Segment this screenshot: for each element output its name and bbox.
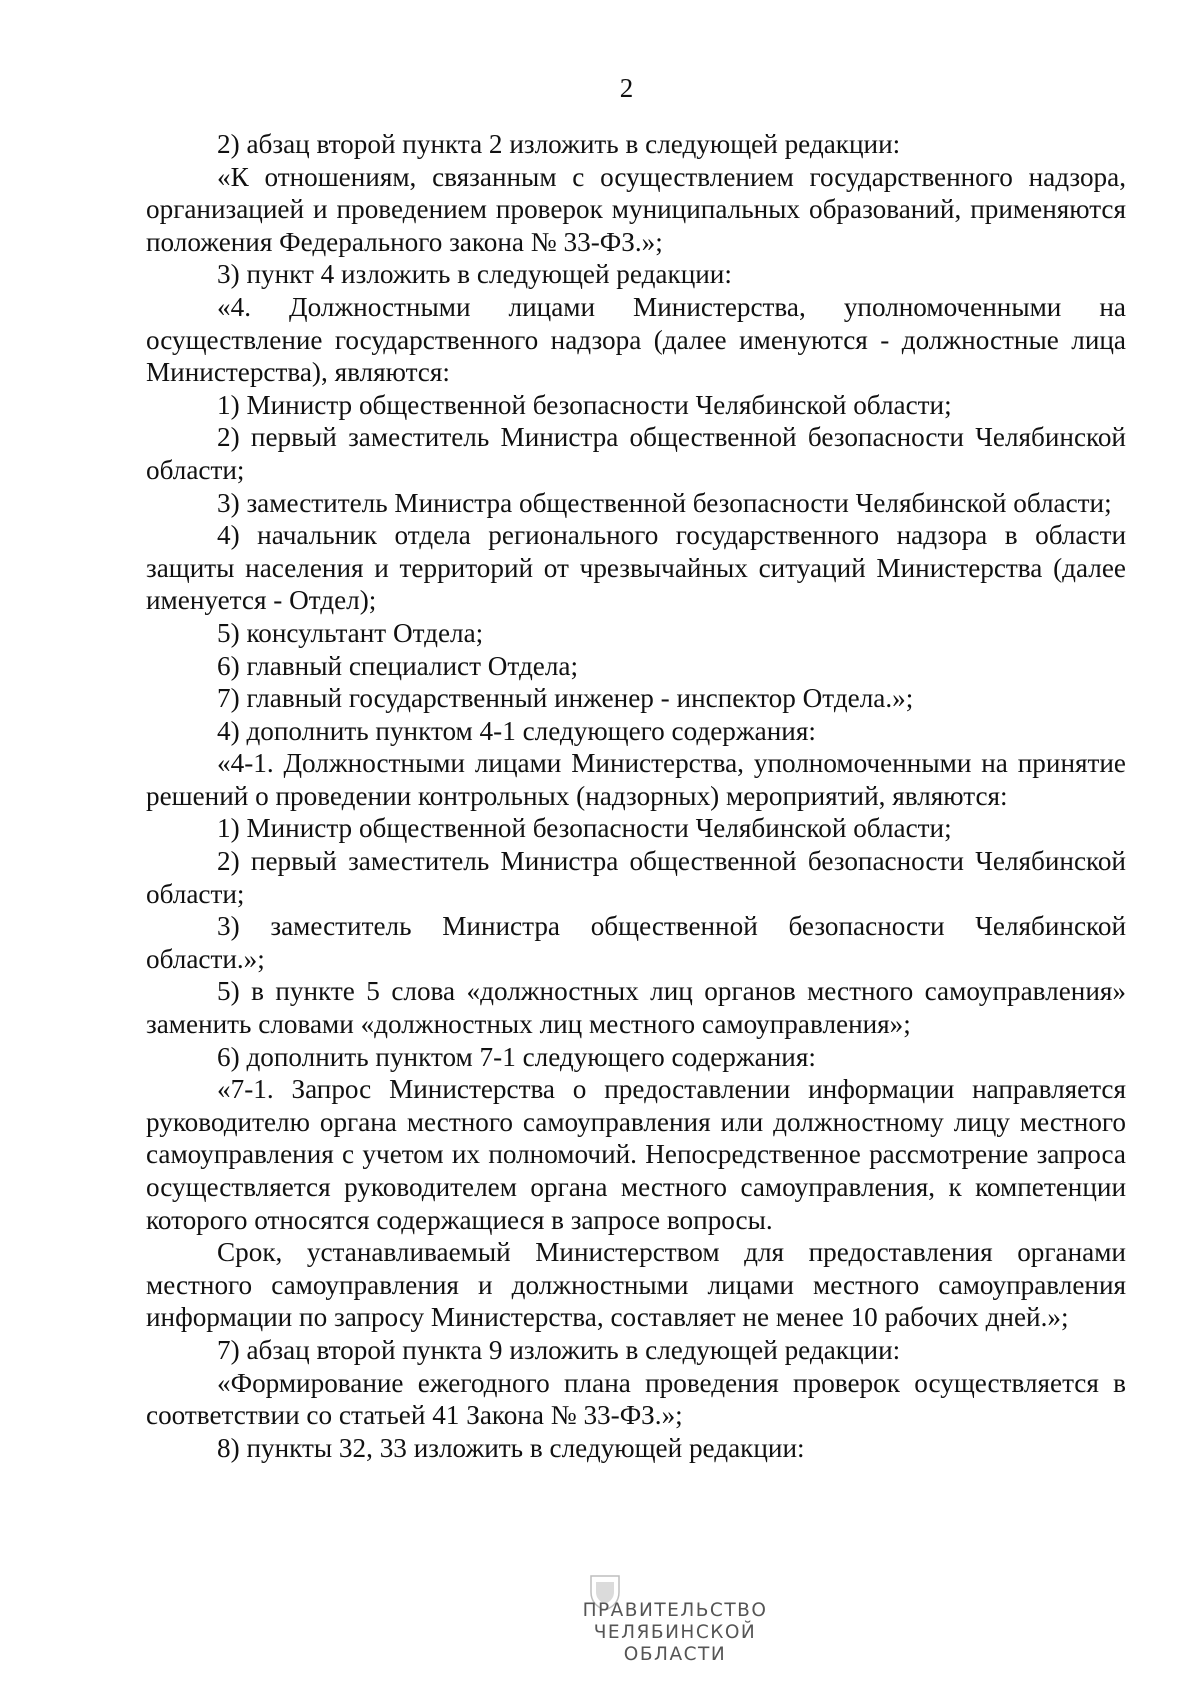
- paragraph: 3) заместитель Министра общественной безопасности Челябинской области.»;: [146, 911, 1126, 974]
- paragraph: 7) главный государственный инженер - инспектор Отдела.»;: [217, 683, 914, 714]
- paragraph: «Формирование ежегодного плана проведения проверок осуществляется в соответствии со статьей 41 Закона № 33-ФЗ.»;: [146, 1367, 1126, 1431]
- page-number: 2: [619, 73, 634, 103]
- paragraph: 2) первый заместитель Министра общественной безопасности Челябинской области;: [146, 422, 1126, 485]
- paragraph: 6) главный специалист Отдела;: [217, 650, 579, 681]
- paragraph: 8) пункты 32, 33 изложить в следующей редакции:: [217, 1432, 805, 1463]
- paragraph: Срок, устанавливаемый Министерством для предоставления органами местного самоуправления и должностными лицами местного самоуправления информации по запросу Министерства, составляет не менее 10 рабочих дней.»;: [146, 1237, 1126, 1333]
- document-body: [146, 128, 1126, 1464]
- government-stamp: [545, 1600, 805, 1666]
- paragraph: 2) первый заместитель Министра общественной безопасности Челябинской области;: [146, 846, 1126, 909]
- paragraph: «7-1. Запрос Министерства о предоставлении информации направляется руководителю органа местного самоуправления или должностному лицу местного самоуправления с учетом их полномочий. Непосредственное рассмотрение запроса осуществляется руководителем органа местного самоуправления, к компетенции которого относятся содержащиеся в запросе вопросы.: [146, 1074, 1126, 1235]
- paragraph: 4) дополнить пунктом 4-1 следующего содержания:: [217, 715, 816, 746]
- paragraph: 6) дополнить пунктом 7-1 следующего содержания:: [217, 1041, 816, 1072]
- paragraph: «К отношениям, связанным с осуществлением государственного надзора, организацией и проведением проверок муниципальных образований, применяются положения Федерального закона № 33-ФЗ.»;: [146, 161, 1126, 257]
- paragraph: 3) заместитель Министра общественной безопасности Челябинской области;: [217, 487, 1112, 518]
- paragraph: 4) начальник отдела регионального государственного надзора в области защиты населения и территорий от чрезвычайных ситуаций Министерства (далее именуется - Отдел);: [146, 520, 1126, 616]
- stamp-line-1: ПРАВИТЕЛЬСТВО: [582, 1600, 768, 1621]
- paragraph: 5) в пункте 5 слова «должностных лиц органов местного самоуправления» заменить словами «должностных лиц местного самоуправления»;: [146, 976, 1126, 1040]
- paragraph: 7) абзац второй пункта 9 изложить в следующей редакции:: [217, 1334, 901, 1365]
- paragraph: «4-1. Должностными лицами Министерства, уполномоченными на принятие решений о проведении контрольных (надзорных) мероприятий, являются:: [146, 748, 1126, 811]
- paragraph: 3) пункт 4 изложить в следующей редакции:: [217, 259, 732, 290]
- stamp-line-2: ЧЕЛЯБИНСКОЙ ОБЛАСТИ: [593, 1622, 757, 1665]
- paragraph: 1) Министр общественной безопасности Челябинской области;: [217, 813, 952, 844]
- paragraph: «4. Должностными лицами Министерства, уполномоченными на осуществление государственного надзора (далее именуются - должностные лица Министерства), являются:: [146, 291, 1126, 388]
- paragraph: 1) Министр общественной безопасности Челябинской области;: [217, 389, 952, 420]
- paragraph: 5) консультант Отдела;: [217, 617, 484, 648]
- paragraph: 2) абзац второй пункта 2 изложить в следующей редакции:: [217, 129, 901, 159]
